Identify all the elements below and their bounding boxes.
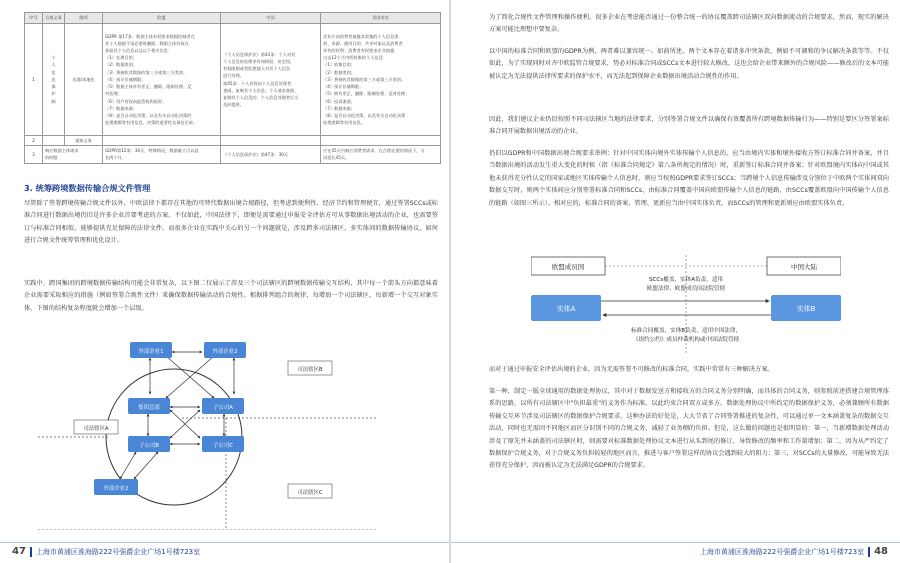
table-header: 欧盟 [103,13,221,24]
svg-text:外部企业2: 外部企业2 [212,349,238,355]
right-page [451,0,900,563]
paragraph: 第一种，制定一版全球通用的数据处理协议，其中对于数据发送方和接收方的合同义务分别明确，而具体的合同义务，则参照前述搭建合规管理体系的思路，以所有司法辖区中"负担最重"的义务作为标准，以此约束合同双方或多方。数据处理协议中所约定的数据保护义务，必须兼顾所有数据传输交互环节涉及司法辖区的数据保护合规要求。这种办法的好处是，大大节省了合同签署推进的复杂性，可以通过单一文本涵盖复杂的数据交互活动，同时也无需因不同地区而区分识别不同的合规义务，减轻了业务侧的负担。但是，这么做的问题也是很明显的：第一，当新增数据处理活动涉及了原先并未涵盖的司法辖区时，则需要对标准数据处理协议文本进行从头到尾的修订，导致修改的频率和工作量增加；第二，因为从严约定了数据保护合规义务，对于合规义务负担较轻的地区而言，推进与客户签署这样的协议会遇到较大的阻力；第三，对SCCs的大量修改，可能导致无法获得充分保护，因而被认定为无法满足GDPR的合规要求。 [489,388,889,470]
page-number: 47 [12,546,26,557]
diagram-node [128,398,170,414]
comparison-table [24,12,441,164]
table-cell-no: 2 [25,136,43,146]
table-cell-cn: 《个人信息保护法》第44条：个人对其 个人信息的处理享有知情权、决定权， 有权限制或者拒绝他人对其个人信息 进行处理。 第45条：个人有权向个人信息处理者 查阅、复制其个人信息；个人请求查阅、 复制其个人信息的，个人信息处理者应当 及时提供。 [221,24,321,136]
scc-caption: 欧盟法律，欧盟成员国法院管辖 [646,286,726,292]
region-label: 司法辖区A [83,426,109,432]
table-header: 序号 [25,13,43,24]
diagram-node [204,342,246,358]
footer-divider [0,542,449,543]
table-cell-us: 应在45天内响应消费者请求，在合理必要的情况下，可 再延长45天。 [321,146,441,163]
table-cell-obligation [43,136,65,146]
standard-contract-caption: 《组约公约》成员仲裁机构或中国法院管辖 [632,337,740,343]
paragraph: 为了简化合规性文件管理和操作便利，很多企业在考虑能否通过一份整合统一的协议覆盖跨司法辖区双向数据流动的合规要求，然而，现实的解决方案可能比理想中要复杂。 [489,14,889,34]
paragraph: 仍旧以GDPR和中国数据出境合规要求举例：针对中国实体向境外实体传输个人信息的，应当由境内实体和境外接收方签订标准合同并备案，并且当数据出境的活动发生重大变化的时候（指《标准合同规定》第八条所规定的情况）时，重新签订标准合同并备案；针对欧盟境内实体向中国或其他未获得充分性认定的国家或地区实体传输个人信息时，则应当按照GDPR要求签订SCCs；当跨境个人信息传输涉及分别位于中欧两个实体间双向数据交互时，则两个实体间应分别签署标准合同和SCCs，由标准合同覆盖中国向欧盟传输个人信息的链路，由SCCs覆盖欧盟向中国传输个人信息的链路（如图三所示）。相对应的，标准合同的备案、管理、更新应当由中国实体负责，而SCCs的管理和更新则应由欧盟实体负责。 [489,150,889,207]
table-cell-cn: 《个人信息保护法》第47条：30天 [221,146,321,163]
paragraph: 以中国的标准合同和欧盟的GDPR为例，两者难以兼容统一。如前所述，两个文本存在着诸多冲突条款，例如不可调和的争议解决条款等等。不仅如此，为了实现同时对齐中欧监管合规要求，势必对标准合同或SCCs文本进行较大修改，这也会给企业带来额外的合规风险——修改后的文本可能被认定为无法提供法律所要求的保护水平，而无法起到保障企业数据出境活动合规性的作用。 [489,48,889,80]
paragraph: 而对于通过申报安全评估出境的企业，因为无需签署不可修改的标准合同，实践中常常有三种解决方案。 [489,366,774,373]
flow-arrows [120,352,234,479]
region-label: 司法辖区B [297,367,323,373]
svg-text:子公司B: 子公司B [139,443,159,449]
page-footer [12,546,200,557]
table-row [25,146,441,163]
table-header: 合规义务 [43,13,65,24]
table-header: 细项 [65,13,103,24]
svg-text:外部企业1: 外部企业1 [138,349,164,355]
svg-text:集团总部: 集团总部 [138,405,160,411]
table-cell-detail: 出境/本地化 [65,24,103,136]
cn-region-label: 中国大陆 [791,263,817,271]
table-cell-no: 3 [25,146,43,163]
diagram-node [128,436,170,452]
table-cell-obligation: 响应数据主体请求 的时限 [43,146,103,163]
footer-address: 上海市黄浦区淮海路222号强爵企业广场1号楼723室 [35,548,201,556]
paragraph: 因此，我们建议企业仍旧按照不同司法辖区当地的法律要求，分别签署合规文件以确保有效覆盖所有跨境数据传输行为——特别是要区分签署案标准合同开展数据出境活动的企业。 [489,116,889,136]
table-row [25,24,441,136]
table-cell-eu: GDPR 第17条：数据主体有权要求数据控制者在 其个人数据不再必要时删除，数据主体有权在 获取其个人信息以及以下相关信息： （1）处理目的； （2）数据类别； （3）将接收其数据的第三方或第三方类别； （4）预计存储期限； （5）数据主体享有更正、删除、限制处理、反 对处理； （6）用户有权向监管机构投诉； （7）数据来源； （8）是否自动化决策，以及有关自动化决策的 处理逻辑等有用信息，决策的重要性及预估后果。 [103,24,221,136]
scc-caption: SCCs覆盖，实体A负责，适用 [648,277,724,283]
diagram-node [202,436,244,452]
page-footer [700,546,888,557]
svg-text:子公司A: 子公司A [213,405,233,411]
section-heading: 3. 统筹跨境数据传输合规文件管理 [24,183,151,193]
footer-address: 上海市黄浦区淮海路222号强爵企业广场1号楼723室 [699,548,865,556]
table-cell-eu: GDPR第12条：30天，特殊情况，数据量大可以延 长两个月。 [103,146,221,163]
left-page [0,0,449,563]
footer-divider [451,542,900,543]
table-cell-us: 企业应向消费者披露其收集的个人信息类 别、来源、使用目的、共享对象以及消费者 享有的权利；消费者有权要求企业披露 过去12个月内所收集的个人信息： （1）收集目的； （2）数据类别； （3）将接收其数据的第三方或第三方类别； （4）预计存储期限； （5）拥有更正、删除、限制处理、反对处理； （6）投诉渠道； （7）数据来源； （8）是否自动化决策，以及有关自动化决策 处理逻辑等有用信息。 [321,24,441,136]
table-cell-detail: 通知义务 [65,136,103,146]
entity-a-label: 实体A [556,305,576,313]
page-number: 48 [874,546,888,557]
table-cell-no: 1 [25,24,43,136]
svg-text:外部企业2: 外部企业2 [103,486,129,492]
standard-contract-caption: 标准合同覆盖，实体B负责，适用中国法律， [630,328,742,334]
table-cell-obligation: 个 人 信 息 保 护 制 [43,24,65,136]
scc-standard-contract-diagram [531,255,841,355]
table-header: 美国对比 [321,13,441,24]
svg-text:子公司C: 子公司C [213,443,233,449]
eu-region-label: 欧盟成员国 [551,263,585,271]
table-header: 中国 [221,13,321,24]
region-label: 司法辖区C [297,490,323,496]
paragraph: 尽管除了签署跨境传输合规文件以外，中欧法律下都存在其他的可替代数据出境合规路径，但考虑到便利性、经济节约和管理便宜，通过签署SCCs或标准合同进行数据出境仍旧是许多企业首要考虑的方案。不仅如此，中国法律下，即便是需要通过申报安全评估方可从事数据出境活动的企业，也需要签订与标准合同相似、能够提供充足保障的法律文件。而很多企业在实践中关心的另一个问题就是，涉及跨多司法辖区、多实体间的数据传输协议，如何进行合规文件统筹管理和优化设计。 [24,200,438,245]
diagram-node [130,342,172,358]
table-row [25,136,441,146]
paragraph: 实践中，跨国集团的跨境数据传输结构可能会非常复杂，以下图二仅展示了涉及三个司法辖区的跨境数据传输交互结构，其中每一个箭头方向都意味着企业需要采取相应的措施（例如签署合规性文件）来确保数据传输活动的合规性。根据排列组合的规律，每增加一个司法辖区、每新增一个交互对象实体，下图的结构复杂程度就会增加一个层级。 [24,280,438,312]
diagram-node [94,479,138,495]
diagram-node [202,398,244,414]
table-header-row [25,13,441,24]
entity-b-label: 实体B [796,305,816,313]
cross-border-flow-diagram [24,334,438,530]
